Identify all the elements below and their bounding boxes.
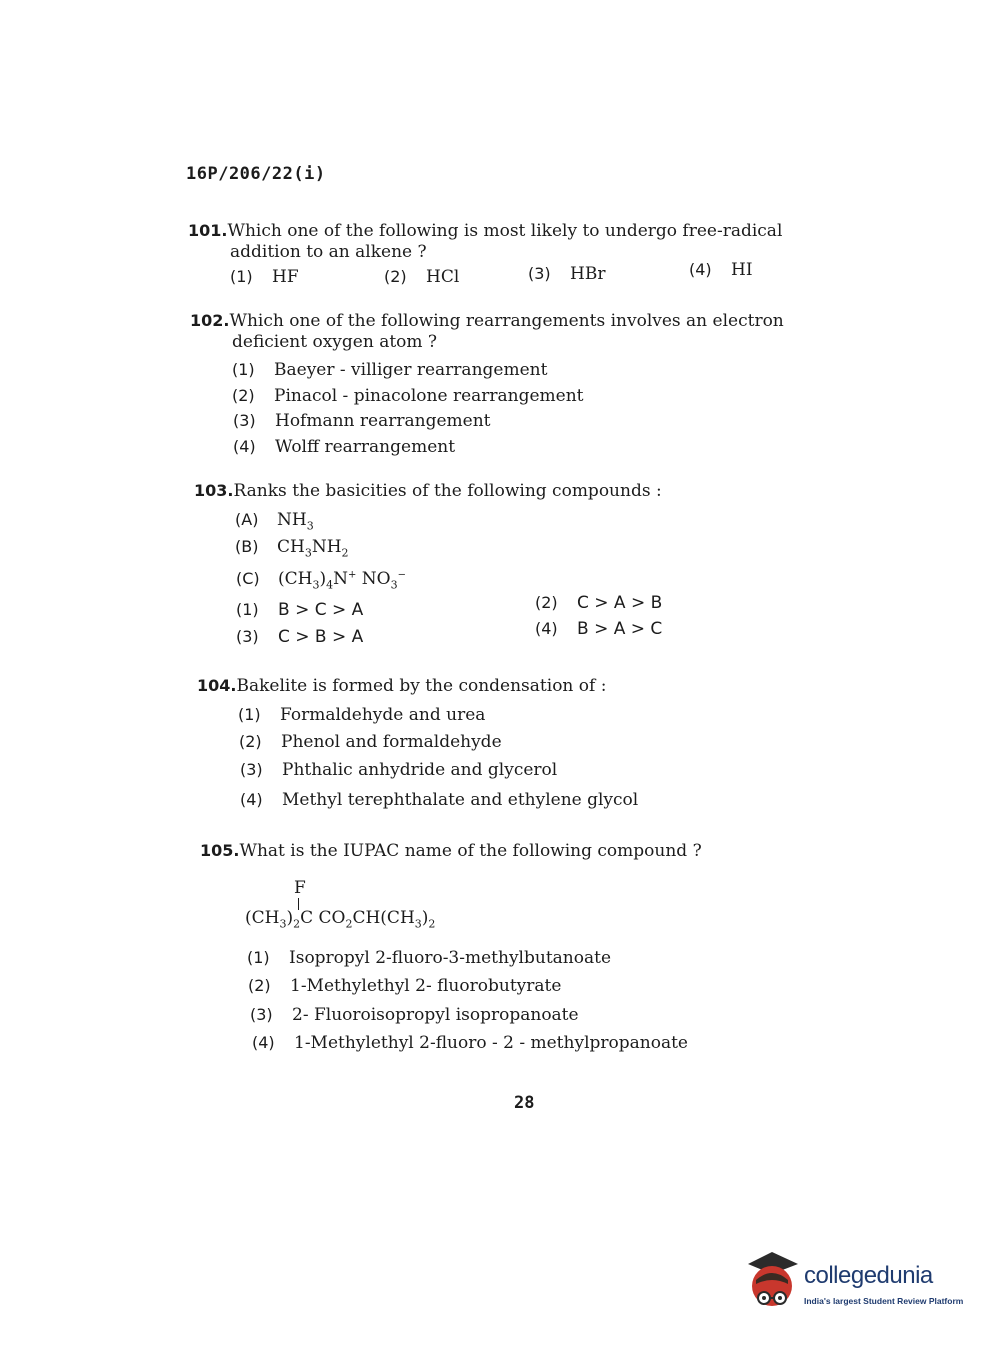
option-105-1 xyxy=(247,948,611,968)
option-text: Phthalic anhydride and glycerol xyxy=(282,760,558,780)
structure-formula: $(CH_3)_2C$ $CO_2CH(CH_3)_2$ xyxy=(245,908,436,931)
option-text: HI xyxy=(731,260,753,280)
option-number: (2) xyxy=(239,732,262,751)
question-stem: Which one of the following rearrangements involves an electron xyxy=(229,311,784,331)
option-text: Phenol and formaldehyde xyxy=(281,732,502,752)
option-text: Methyl terephthalate and ethylene glycol xyxy=(282,790,639,810)
option-text: 1-Methylethyl 2- fluorobutyrate xyxy=(290,976,562,996)
question-number: 101. xyxy=(188,221,228,240)
question-stem: Ranks the basicities of the following compounds : xyxy=(233,481,662,501)
option-text: C > B > A xyxy=(278,627,364,647)
option-text: Wolff rearrangement xyxy=(275,437,456,457)
question-number: 103. xyxy=(194,481,234,500)
question-stem: Bakelite is formed by the condensation of : xyxy=(236,676,607,696)
option-number: (3) xyxy=(233,411,256,430)
option-104-4 xyxy=(240,790,638,810)
question-104 xyxy=(197,675,837,697)
option-101-3 xyxy=(528,264,605,284)
option-text: Pinacol - pinacolone rearrangement xyxy=(274,386,584,406)
question-number: 105. xyxy=(200,841,240,860)
option-number: (3) xyxy=(250,1005,273,1024)
compound-label: (B) xyxy=(235,537,259,556)
option-number: (2) xyxy=(384,267,407,286)
compound-b xyxy=(235,537,349,559)
option-text: HBr xyxy=(570,264,606,284)
option-number: (1) xyxy=(232,360,255,379)
option-text: Formaldehyde and urea xyxy=(280,705,486,725)
compound-formula: $NH_3$ xyxy=(277,510,314,533)
option-103-4 xyxy=(535,619,662,639)
question-number: 104. xyxy=(197,676,237,695)
option-number: (4) xyxy=(535,619,558,638)
option-number: (1) xyxy=(238,705,261,724)
option-102-1 xyxy=(232,360,547,380)
option-text: 1-Methylethyl 2-fluoro - 2 - methylpropanoate xyxy=(294,1033,688,1053)
option-text: HCl xyxy=(426,267,460,287)
page-code: 16P/206/22(i) xyxy=(186,164,326,184)
option-number: (1) xyxy=(236,600,259,619)
question-101 xyxy=(188,220,828,263)
option-number: (4) xyxy=(252,1033,275,1052)
question-stem: What is the IUPAC name of the following compound ? xyxy=(239,841,702,861)
option-104-3 xyxy=(240,760,557,780)
collegedunia-logo xyxy=(742,1250,972,1320)
question-stem: Which one of the following is most likely to undergo free-radical xyxy=(227,221,783,241)
option-103-3 xyxy=(236,627,363,647)
option-104-2 xyxy=(239,732,502,752)
option-104-1 xyxy=(238,705,485,725)
option-105-4 xyxy=(252,1033,688,1053)
option-number: (3) xyxy=(528,264,551,283)
question-102 xyxy=(190,310,830,353)
question-103 xyxy=(194,480,834,502)
question-stem-cont: addition to an alkene ? xyxy=(230,242,427,262)
question-number: 102. xyxy=(190,311,230,330)
page-number: 28 xyxy=(514,1093,535,1113)
option-103-1 xyxy=(236,600,363,620)
option-number: (1) xyxy=(247,948,270,967)
structure-fluorine: F xyxy=(294,878,306,898)
option-102-3 xyxy=(233,411,490,431)
brand-tagline: India's largest Student Review Platform xyxy=(804,1296,964,1306)
option-105-3 xyxy=(250,1005,579,1025)
option-text: B > C > A xyxy=(278,600,364,620)
question-stem-cont: deficient oxygen atom ? xyxy=(232,332,438,352)
option-number: (4) xyxy=(240,790,263,809)
compound-label: (C) xyxy=(236,569,260,588)
compound-formula: $CH_3NH_2$ xyxy=(277,537,349,560)
option-text: B > A > C xyxy=(577,619,663,639)
option-number: (4) xyxy=(233,437,256,456)
option-number: (4) xyxy=(689,260,712,279)
option-number: (3) xyxy=(236,627,259,646)
option-101-2 xyxy=(384,267,459,287)
compound-c xyxy=(236,569,406,591)
option-text: 2- Fluoroisopropyl isopropanoate xyxy=(292,1005,579,1025)
option-number: (3) xyxy=(240,760,263,779)
option-103-2 xyxy=(535,593,662,613)
option-text: Isopropyl 2-fluoro-3-methylbutanoate xyxy=(289,948,612,968)
compound-formula: $(CH_3)_4N^+$ $NO_3^-$ xyxy=(278,569,406,592)
option-number: (2) xyxy=(232,386,255,405)
option-number: (2) xyxy=(248,976,271,995)
compound-label: (A) xyxy=(235,510,259,529)
mascot-icon xyxy=(742,1250,802,1320)
option-105-2 xyxy=(248,976,561,996)
brand-name: collegedunia xyxy=(804,1262,933,1289)
compound-a xyxy=(235,510,314,532)
option-102-4 xyxy=(233,437,455,457)
option-text: C > A > B xyxy=(577,593,663,613)
question-105 xyxy=(200,840,840,862)
option-text: Hofmann rearrangement xyxy=(275,411,491,431)
option-text: HF xyxy=(272,267,299,287)
option-101-4 xyxy=(689,260,753,280)
option-text: Baeyer - villiger rearrangement xyxy=(274,360,548,380)
option-102-2 xyxy=(232,386,584,406)
option-number: (2) xyxy=(535,593,558,612)
option-number: (1) xyxy=(230,267,253,286)
option-101-1 xyxy=(230,267,299,287)
